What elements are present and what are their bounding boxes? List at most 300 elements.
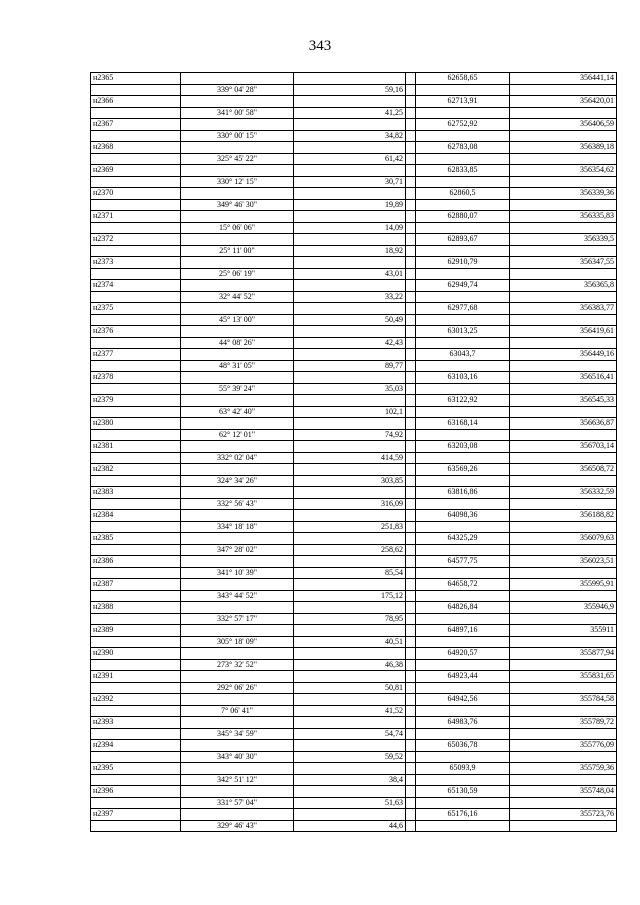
coordinate-x: 62783,08 — [416, 142, 510, 154]
empty-cell — [91, 452, 181, 464]
empty-cell — [181, 579, 294, 591]
empty-cell — [416, 107, 510, 119]
coordinate-y: 356354,62 — [510, 165, 617, 177]
segment-row — [91, 383, 617, 395]
empty-cell — [406, 820, 416, 832]
point-name: н2392 — [91, 694, 181, 706]
empty-cell — [406, 487, 416, 499]
direction-angle: 334° 18' 18" — [181, 521, 294, 533]
empty-cell — [294, 717, 406, 729]
empty-cell — [510, 84, 617, 96]
point-row — [91, 326, 617, 338]
point-row — [91, 395, 617, 407]
direction-angle: 347° 28' 02" — [181, 544, 294, 556]
empty-cell — [406, 211, 416, 223]
empty-cell — [416, 84, 510, 96]
empty-cell — [510, 728, 617, 740]
point-name: н2389 — [91, 625, 181, 637]
coordinate-x: 62949,74 — [416, 280, 510, 292]
point-row — [91, 142, 617, 154]
coordinate-y: 356332,59 — [510, 487, 617, 499]
direction-angle: 292° 06' 26" — [181, 682, 294, 694]
point-row — [91, 556, 617, 568]
direction-angle: 332° 57' 17" — [181, 613, 294, 625]
point-row — [91, 418, 617, 430]
coordinate-x: 63103,16 — [416, 372, 510, 384]
direction-angle: 345° 34' 59" — [181, 728, 294, 740]
direction-angle: 349° 46' 30" — [181, 199, 294, 211]
empty-cell — [181, 464, 294, 476]
empty-cell — [416, 475, 510, 487]
segment-length: 44,6 — [294, 820, 406, 832]
empty-cell — [181, 188, 294, 200]
empty-cell — [416, 429, 510, 441]
coordinate-y: 356420,01 — [510, 96, 617, 108]
empty-cell — [406, 510, 416, 522]
segment-length: 74,92 — [294, 429, 406, 441]
empty-cell — [294, 234, 406, 246]
empty-cell — [91, 245, 181, 257]
empty-cell — [416, 498, 510, 510]
empty-cell — [510, 245, 617, 257]
page-number: 343 — [308, 38, 332, 54]
empty-cell — [91, 314, 181, 326]
empty-cell — [294, 119, 406, 131]
empty-cell — [406, 763, 416, 775]
empty-cell — [181, 717, 294, 729]
empty-cell — [416, 291, 510, 303]
point-name: н2382 — [91, 464, 181, 476]
coordinate-x: 63043,7 — [416, 349, 510, 361]
segment-row — [91, 130, 617, 142]
segment-row — [91, 613, 617, 625]
empty-cell — [181, 280, 294, 292]
empty-cell — [294, 487, 406, 499]
empty-cell — [294, 579, 406, 591]
empty-cell — [416, 567, 510, 579]
coordinate-x: 64826,84 — [416, 602, 510, 614]
empty-cell — [406, 774, 416, 786]
coordinate-y: 355831,65 — [510, 671, 617, 683]
coordinate-x: 63203,08 — [416, 441, 510, 453]
point-row — [91, 694, 617, 706]
empty-cell — [91, 682, 181, 694]
empty-cell — [91, 705, 181, 717]
point-row — [91, 510, 617, 522]
empty-cell — [406, 165, 416, 177]
empty-cell — [510, 383, 617, 395]
point-row — [91, 740, 617, 752]
coordinate-y: 356023,51 — [510, 556, 617, 568]
coordinate-x: 62713,91 — [416, 96, 510, 108]
empty-cell — [91, 268, 181, 280]
point-name: н2384 — [91, 510, 181, 522]
coordinate-y: 355784,58 — [510, 694, 617, 706]
empty-cell — [91, 797, 181, 809]
empty-cell — [91, 728, 181, 740]
point-row — [91, 257, 617, 269]
coordinate-y: 356419,61 — [510, 326, 617, 338]
direction-angle: 343° 40' 30" — [181, 751, 294, 763]
empty-cell — [91, 774, 181, 786]
empty-cell — [91, 199, 181, 211]
segment-row — [91, 475, 617, 487]
segment-row — [91, 682, 617, 694]
coordinate-x: 64920,57 — [416, 648, 510, 660]
coordinate-x: 62977,68 — [416, 303, 510, 315]
segment-length: 30,71 — [294, 176, 406, 188]
empty-cell — [510, 544, 617, 556]
point-name: н2395 — [91, 763, 181, 775]
point-name: н2377 — [91, 349, 181, 361]
segment-row — [91, 820, 617, 832]
empty-cell — [406, 648, 416, 660]
segment-row — [91, 245, 617, 257]
empty-cell — [406, 579, 416, 591]
segment-row — [91, 291, 617, 303]
coordinate-x: 62658,65 — [416, 73, 510, 85]
coordinate-x: 65093,9 — [416, 763, 510, 775]
empty-cell — [510, 268, 617, 280]
segment-row — [91, 84, 617, 96]
coordinate-y: 355995,91 — [510, 579, 617, 591]
segment-length: 316,09 — [294, 498, 406, 510]
empty-cell — [294, 372, 406, 384]
segment-length: 303,85 — [294, 475, 406, 487]
empty-cell — [510, 406, 617, 418]
empty-cell — [181, 625, 294, 637]
direction-angle: 329° 46' 43" — [181, 820, 294, 832]
empty-cell — [406, 349, 416, 361]
empty-cell — [406, 671, 416, 683]
empty-cell — [294, 257, 406, 269]
empty-cell — [416, 314, 510, 326]
empty-cell — [416, 337, 510, 349]
empty-cell — [91, 406, 181, 418]
empty-cell — [91, 130, 181, 142]
coordinate-y: 356339,36 — [510, 188, 617, 200]
empty-cell — [416, 590, 510, 602]
coordinate-x: 64942,56 — [416, 694, 510, 706]
segment-length: 42,43 — [294, 337, 406, 349]
coordinate-x: 65130,59 — [416, 786, 510, 798]
empty-cell — [181, 165, 294, 177]
empty-cell — [91, 222, 181, 234]
segment-length: 258,62 — [294, 544, 406, 556]
segment-row — [91, 153, 617, 165]
empty-cell — [510, 360, 617, 372]
segment-row — [91, 429, 617, 441]
segment-length: 14,09 — [294, 222, 406, 234]
point-row — [91, 763, 617, 775]
coordinate-x: 62893,67 — [416, 234, 510, 246]
segment-row — [91, 176, 617, 188]
segment-row — [91, 406, 617, 418]
point-name: н2388 — [91, 602, 181, 614]
empty-cell — [91, 636, 181, 648]
point-name: н2374 — [91, 280, 181, 292]
empty-cell — [406, 153, 416, 165]
empty-cell — [406, 717, 416, 729]
empty-cell — [510, 682, 617, 694]
coordinate-x: 62910,79 — [416, 257, 510, 269]
point-row — [91, 73, 617, 85]
coordinate-x: 64897,16 — [416, 625, 510, 637]
empty-cell — [406, 533, 416, 545]
empty-cell — [91, 84, 181, 96]
segment-length: 89,77 — [294, 360, 406, 372]
point-row — [91, 786, 617, 798]
empty-cell — [406, 268, 416, 280]
empty-cell — [406, 130, 416, 142]
coordinate-y: 356545,33 — [510, 395, 617, 407]
coordinate-y: 356347,55 — [510, 257, 617, 269]
empty-cell — [181, 602, 294, 614]
segment-length: 50,81 — [294, 682, 406, 694]
coordinate-y: 356703,14 — [510, 441, 617, 453]
empty-cell — [181, 119, 294, 131]
direction-angle: 341° 00' 58" — [181, 107, 294, 119]
point-name: н2385 — [91, 533, 181, 545]
coordinate-x: 62752,92 — [416, 119, 510, 131]
empty-cell — [416, 176, 510, 188]
segment-length: 51,63 — [294, 797, 406, 809]
empty-cell — [294, 349, 406, 361]
empty-cell — [510, 636, 617, 648]
empty-cell — [406, 786, 416, 798]
empty-cell — [406, 728, 416, 740]
empty-cell — [406, 613, 416, 625]
segment-length: 175,12 — [294, 590, 406, 602]
empty-cell — [406, 372, 416, 384]
coordinates-table — [90, 72, 617, 832]
empty-cell — [406, 797, 416, 809]
segment-length: 251,83 — [294, 521, 406, 533]
segment-length: 43,01 — [294, 268, 406, 280]
coordinate-y: 355877,94 — [510, 648, 617, 660]
empty-cell — [181, 96, 294, 108]
empty-cell — [294, 556, 406, 568]
empty-cell — [294, 648, 406, 660]
empty-cell — [181, 372, 294, 384]
coordinate-y: 356383,77 — [510, 303, 617, 315]
empty-cell — [416, 682, 510, 694]
point-row — [91, 234, 617, 246]
point-name: н2371 — [91, 211, 181, 223]
segment-length: 41,25 — [294, 107, 406, 119]
segment-length: 78,95 — [294, 613, 406, 625]
empty-cell — [416, 751, 510, 763]
empty-cell — [294, 602, 406, 614]
empty-cell — [406, 303, 416, 315]
direction-angle: 331° 57' 04" — [181, 797, 294, 809]
coordinate-x: 64983,76 — [416, 717, 510, 729]
point-row — [91, 464, 617, 476]
point-name: н2396 — [91, 786, 181, 798]
empty-cell — [181, 441, 294, 453]
coordinate-y: 355776,09 — [510, 740, 617, 752]
segment-row — [91, 337, 617, 349]
point-name: н2378 — [91, 372, 181, 384]
empty-cell — [406, 383, 416, 395]
coordinate-x: 62860,5 — [416, 188, 510, 200]
empty-cell — [181, 418, 294, 430]
empty-cell — [510, 222, 617, 234]
empty-cell — [294, 533, 406, 545]
empty-cell — [416, 222, 510, 234]
point-row — [91, 211, 617, 223]
empty-cell — [510, 176, 617, 188]
empty-cell — [294, 510, 406, 522]
point-name: н2365 — [91, 73, 181, 85]
segment-length: 41,52 — [294, 705, 406, 717]
empty-cell — [406, 176, 416, 188]
empty-cell — [294, 280, 406, 292]
empty-cell — [510, 337, 617, 349]
direction-angle: 62° 12' 01" — [181, 429, 294, 441]
coordinate-x: 63816,86 — [416, 487, 510, 499]
empty-cell — [406, 142, 416, 154]
empty-cell — [91, 521, 181, 533]
direction-angle: 332° 02' 04" — [181, 452, 294, 464]
coordinate-x: 64658,72 — [416, 579, 510, 591]
segment-length: 59,52 — [294, 751, 406, 763]
empty-cell — [406, 498, 416, 510]
empty-cell — [294, 326, 406, 338]
segment-row — [91, 452, 617, 464]
segment-row — [91, 636, 617, 648]
empty-cell — [406, 682, 416, 694]
coordinate-x: 62833,85 — [416, 165, 510, 177]
empty-cell — [510, 705, 617, 717]
empty-cell — [406, 73, 416, 85]
coordinate-y: 355946,9 — [510, 602, 617, 614]
coordinate-y: 356636,87 — [510, 418, 617, 430]
coordinate-x: 63122,92 — [416, 395, 510, 407]
empty-cell — [294, 96, 406, 108]
segment-length: 33,22 — [294, 291, 406, 303]
empty-cell — [510, 291, 617, 303]
coordinate-x: 64325,29 — [416, 533, 510, 545]
direction-angle: 339° 04' 28" — [181, 84, 294, 96]
empty-cell — [406, 84, 416, 96]
point-row — [91, 487, 617, 499]
coordinate-y: 355759,36 — [510, 763, 617, 775]
point-name: н2387 — [91, 579, 181, 591]
empty-cell — [406, 234, 416, 246]
segment-length: 50,49 — [294, 314, 406, 326]
point-row — [91, 717, 617, 729]
empty-cell — [181, 533, 294, 545]
empty-cell — [91, 107, 181, 119]
point-name: н2381 — [91, 441, 181, 453]
coordinate-y: 355748,04 — [510, 786, 617, 798]
direction-angle: 332° 56' 43" — [181, 498, 294, 510]
segment-length: 59,16 — [294, 84, 406, 96]
point-row — [91, 441, 617, 453]
empty-cell — [406, 314, 416, 326]
empty-cell — [181, 234, 294, 246]
empty-cell — [91, 383, 181, 395]
empty-cell — [181, 73, 294, 85]
empty-cell — [91, 291, 181, 303]
coordinate-y: 356188,82 — [510, 510, 617, 522]
empty-cell — [406, 107, 416, 119]
empty-cell — [416, 659, 510, 671]
point-row — [91, 119, 617, 131]
point-name: н2369 — [91, 165, 181, 177]
point-row — [91, 349, 617, 361]
segment-length: 54,74 — [294, 728, 406, 740]
segment-length: 61,42 — [294, 153, 406, 165]
empty-cell — [406, 625, 416, 637]
empty-cell — [181, 809, 294, 821]
coordinate-x: 64923,44 — [416, 671, 510, 683]
point-name: н2383 — [91, 487, 181, 499]
point-name: н2376 — [91, 326, 181, 338]
empty-cell — [406, 337, 416, 349]
empty-cell — [406, 567, 416, 579]
coordinate-x: 64577,75 — [416, 556, 510, 568]
empty-cell — [406, 360, 416, 372]
direction-angle: 7° 06' 41" — [181, 705, 294, 717]
empty-cell — [406, 222, 416, 234]
segment-length: 19,89 — [294, 199, 406, 211]
empty-cell — [294, 671, 406, 683]
empty-cell — [406, 809, 416, 821]
coordinate-y: 356406,59 — [510, 119, 617, 131]
empty-cell — [406, 659, 416, 671]
empty-cell — [181, 648, 294, 660]
point-row — [91, 533, 617, 545]
empty-cell — [91, 613, 181, 625]
empty-cell — [294, 211, 406, 223]
empty-cell — [91, 176, 181, 188]
direction-angle: 305° 18' 09" — [181, 636, 294, 648]
empty-cell — [510, 751, 617, 763]
direction-angle: 45° 13' 00" — [181, 314, 294, 326]
segment-length: 18,92 — [294, 245, 406, 257]
empty-cell — [91, 544, 181, 556]
empty-cell — [406, 188, 416, 200]
segment-row — [91, 360, 617, 372]
empty-cell — [181, 142, 294, 154]
segment-row — [91, 314, 617, 326]
point-name: н2380 — [91, 418, 181, 430]
empty-cell — [91, 590, 181, 602]
coordinate-y: 356079,63 — [510, 533, 617, 545]
coordinate-y: 356441,14 — [510, 73, 617, 85]
direction-angle: 325° 45' 22" — [181, 153, 294, 165]
empty-cell — [91, 360, 181, 372]
coordinate-y: 356389,18 — [510, 142, 617, 154]
segment-row — [91, 567, 617, 579]
point-row — [91, 602, 617, 614]
empty-cell — [406, 429, 416, 441]
empty-cell — [406, 257, 416, 269]
empty-cell — [91, 429, 181, 441]
empty-cell — [416, 406, 510, 418]
coordinate-x: 63168,14 — [416, 418, 510, 430]
empty-cell — [510, 452, 617, 464]
segment-length: 414,59 — [294, 452, 406, 464]
empty-cell — [406, 475, 416, 487]
coordinate-x: 64098,36 — [416, 510, 510, 522]
point-row — [91, 372, 617, 384]
segment-row — [91, 199, 617, 211]
empty-cell — [406, 464, 416, 476]
empty-cell — [181, 740, 294, 752]
